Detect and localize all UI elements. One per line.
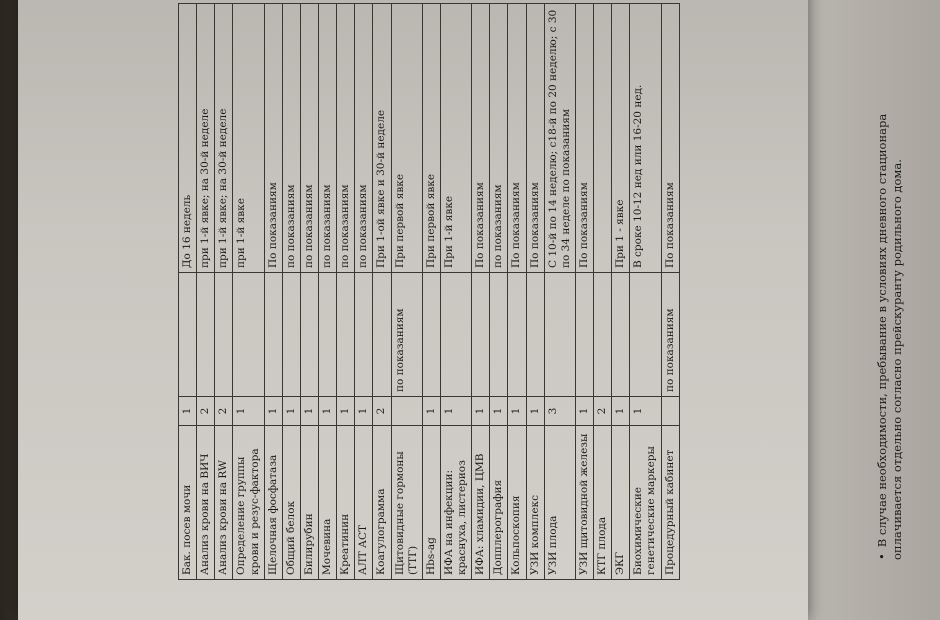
table-row bbox=[197, 4, 215, 580]
schedule-cell bbox=[526, 273, 544, 397]
footnote-text: В случае необходимости, пребывание в условиях дневного стационара оплачивается отдельно согласно прейскуранту родильного дома. bbox=[875, 113, 904, 560]
timing-cell: по показаниям bbox=[355, 4, 373, 273]
count-cell: 1 bbox=[490, 397, 508, 426]
timing-cell: До 16 недель bbox=[179, 4, 197, 273]
schedule-cell bbox=[594, 273, 612, 397]
table-row bbox=[337, 4, 355, 580]
schedule-cell bbox=[197, 273, 215, 397]
document-page bbox=[170, 9, 940, 600]
schedule-cell bbox=[490, 273, 508, 397]
bullet-icon: • bbox=[875, 553, 889, 560]
timing-cell: При 1-ой явке и 30-й неделе bbox=[373, 4, 391, 273]
timing-cell: По показаниям bbox=[264, 4, 282, 273]
service-name-cell: УЗИ плода bbox=[544, 426, 575, 580]
timing-cell: при 1-й явке; на 30-й неделе bbox=[215, 4, 233, 273]
timing-cell: по показаниям bbox=[300, 4, 318, 273]
service-name-cell: УЗИ щитовидной железы bbox=[575, 426, 593, 580]
count-cell: 1 bbox=[179, 397, 197, 426]
service-name-cell: ИФА на инфекции: краснуха, листериоз bbox=[440, 426, 471, 580]
table-row bbox=[391, 4, 422, 580]
count-cell bbox=[391, 397, 422, 426]
table-row bbox=[575, 4, 593, 580]
count-cell: 1 bbox=[355, 397, 373, 426]
timing-cell: по показаниям bbox=[282, 4, 300, 273]
timing-cell: По показаниям bbox=[575, 4, 593, 273]
schedule-cell bbox=[575, 273, 593, 397]
service-name-cell: Допплерография bbox=[490, 426, 508, 580]
count-cell: 2 bbox=[373, 397, 391, 426]
count-cell: 2 bbox=[594, 397, 612, 426]
table-row bbox=[526, 4, 544, 580]
count-cell: 1 bbox=[282, 397, 300, 426]
schedule-cell bbox=[544, 273, 575, 397]
table-row bbox=[630, 4, 661, 580]
table-row bbox=[355, 4, 373, 580]
count-cell: 1 bbox=[233, 397, 264, 426]
timing-cell: По показаниям bbox=[661, 4, 679, 273]
service-name-cell: Билирубин bbox=[300, 426, 318, 580]
schedule-cell bbox=[630, 273, 661, 397]
timing-cell: по показаниям bbox=[490, 4, 508, 273]
service-name-cell: ЭКГ bbox=[612, 426, 630, 580]
count-cell bbox=[661, 397, 679, 426]
timing-cell: при 1-й явке; на 30-й неделе bbox=[197, 4, 215, 273]
schedule-cell bbox=[472, 273, 490, 397]
schedule-cell bbox=[440, 273, 471, 397]
schedule-cell bbox=[264, 273, 282, 397]
table-row bbox=[472, 4, 490, 580]
count-cell: 1 bbox=[508, 397, 526, 426]
timing-cell: В сроке 10-12 нед или 16-20 нед. bbox=[630, 4, 661, 273]
schedule-cell bbox=[282, 273, 300, 397]
count-cell: 2 bbox=[197, 397, 215, 426]
count-cell: 1 bbox=[472, 397, 490, 426]
service-name-cell: Определение группы крови и резус-фактора bbox=[233, 426, 264, 580]
timing-cell: С 10-й по 14 неделю; с18-й по 20 неделю; с 30 по 34 неделе по показаниям bbox=[544, 4, 575, 273]
service-name-cell: АЛТ АСТ bbox=[355, 426, 373, 580]
table-row bbox=[422, 4, 440, 580]
table-row bbox=[282, 4, 300, 580]
count-cell: 1 bbox=[575, 397, 593, 426]
table-row bbox=[544, 4, 575, 580]
service-name-cell: Процедурный кабинет bbox=[661, 426, 679, 580]
service-name-cell: Кольпоскопия bbox=[508, 426, 526, 580]
service-name-cell: Анализ крови на RW bbox=[215, 426, 233, 580]
schedule-cell bbox=[612, 273, 630, 397]
count-cell: 1 bbox=[300, 397, 318, 426]
schedule-cell: по показаниям bbox=[391, 273, 422, 397]
timing-cell: При первой явке bbox=[422, 4, 440, 273]
count-cell: 1 bbox=[440, 397, 471, 426]
timing-cell: По показаниям bbox=[526, 4, 544, 273]
schedule-cell bbox=[215, 273, 233, 397]
table-row bbox=[490, 4, 508, 580]
table-row bbox=[508, 4, 526, 580]
count-cell: 2 bbox=[215, 397, 233, 426]
service-name-cell: Мочевина bbox=[319, 426, 337, 580]
schedule-cell bbox=[355, 273, 373, 397]
table-row bbox=[233, 4, 264, 580]
schedule-cell bbox=[300, 273, 318, 397]
service-name-cell: Общий белок bbox=[282, 426, 300, 580]
count-cell: 1 bbox=[337, 397, 355, 426]
count-cell: 1 bbox=[526, 397, 544, 426]
service-name-cell: Анализ крови на ВИЧ bbox=[197, 426, 215, 580]
timing-cell: По показаниям bbox=[508, 4, 526, 273]
table-row bbox=[300, 4, 318, 580]
count-cell: 1 bbox=[319, 397, 337, 426]
timing-cell: При первой явке bbox=[391, 4, 422, 273]
table-row bbox=[319, 4, 337, 580]
schedule-cell bbox=[319, 273, 337, 397]
timing-cell: При 1 - явке bbox=[612, 4, 630, 273]
count-cell: 1 bbox=[630, 397, 661, 426]
table-row bbox=[179, 4, 197, 580]
table-row bbox=[594, 4, 612, 580]
schedule-cell: по показаниям bbox=[661, 273, 679, 397]
service-name-cell: КТГ плода bbox=[594, 426, 612, 580]
count-cell: 1 bbox=[264, 397, 282, 426]
service-name-cell: Креатинин bbox=[337, 426, 355, 580]
schedule-cell bbox=[508, 273, 526, 397]
service-name-cell: Hbs-ag bbox=[422, 426, 440, 580]
service-name-cell: Щелочная фосфатаза bbox=[264, 426, 282, 580]
service-name-cell: ИФА: хламидии, ЦМВ bbox=[472, 426, 490, 580]
service-name-cell: Коагулограмма bbox=[373, 426, 391, 580]
services-table bbox=[178, 3, 680, 580]
schedule-cell bbox=[373, 273, 391, 397]
schedule-cell bbox=[179, 273, 197, 397]
schedule-cell bbox=[337, 273, 355, 397]
footnote bbox=[875, 40, 905, 560]
timing-cell: по показаниям bbox=[337, 4, 355, 273]
service-name-cell: Бак. посев мочи bbox=[179, 426, 197, 580]
count-cell: 1 bbox=[612, 397, 630, 426]
timing-cell: При 1-й явке bbox=[440, 4, 471, 273]
count-cell: 3 bbox=[544, 397, 575, 426]
count-cell: 1 bbox=[422, 397, 440, 426]
table-row bbox=[612, 4, 630, 580]
schedule-cell bbox=[422, 273, 440, 397]
table-row bbox=[264, 4, 282, 580]
table-row bbox=[440, 4, 471, 580]
table-row bbox=[373, 4, 391, 580]
table-row bbox=[215, 4, 233, 580]
timing-cell: по показаниям bbox=[319, 4, 337, 273]
service-name-cell: Биохимические генетические маркеры bbox=[630, 426, 661, 580]
timing-cell: при 1-й явке bbox=[233, 4, 264, 273]
timing-cell: По показаниям bbox=[472, 4, 490, 273]
service-name-cell: Щитовидные гормоны (ТТГ) bbox=[391, 426, 422, 580]
schedule-cell bbox=[233, 273, 264, 397]
services-table-body bbox=[179, 4, 680, 580]
table-row bbox=[661, 4, 679, 580]
timing-cell bbox=[594, 4, 612, 273]
service-name-cell: УЗИ комплекс bbox=[526, 426, 544, 580]
